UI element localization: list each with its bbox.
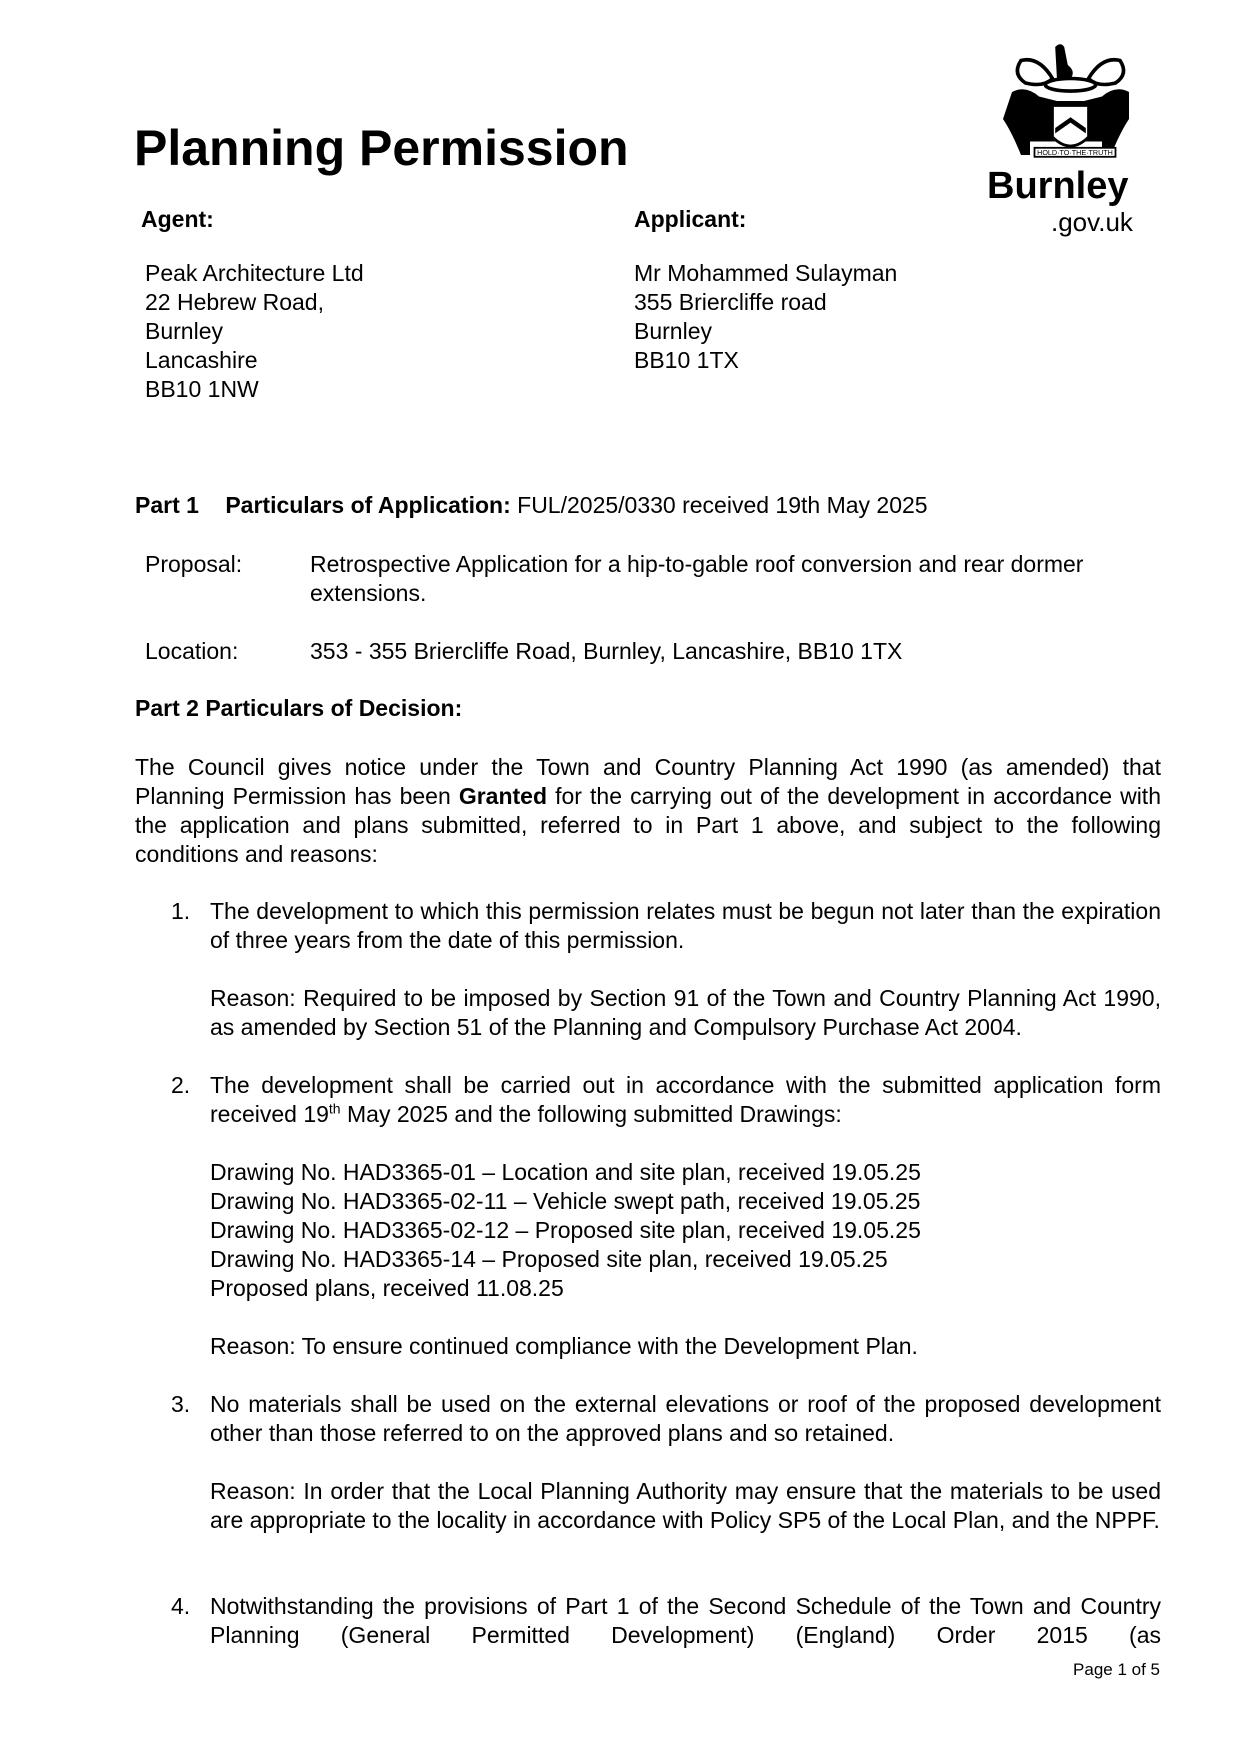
condition-number: 4. xyxy=(171,1593,191,1619)
page-title: Planning Permission xyxy=(134,120,629,176)
applicant-line: 355 Briercliffe road xyxy=(634,289,827,315)
agent-line: Lancashire xyxy=(145,347,258,373)
condition-reason: Reason: To ensure continued compliance with the Development Plan. xyxy=(210,1333,918,1359)
intro-text: The Council gives notice under the Town and Country Planning Act 1990 (as amended) that Planning Permission has been xyxy=(135,754,1161,809)
part1-number: Part 1 xyxy=(135,492,199,518)
applicant-line: BB10 1TX xyxy=(634,347,739,373)
condition-3 xyxy=(171,1390,1161,1564)
logo-motto: HOLD·TO·THE·TRUTH xyxy=(1037,148,1113,157)
drawing-item: Drawing No. HAD3365-01 – Location and site plan, received 19.05.25 xyxy=(210,1159,921,1185)
logo-name: Burnley xyxy=(987,165,1129,207)
condition-4 xyxy=(171,1592,1161,1650)
drawing-item: Drawing No. HAD3365-02-11 – Vehicle swept path, received 19.05.25 xyxy=(210,1188,921,1214)
location-text: 353 - 355 Briercliffe Road, Burnley, Lancashire, BB10 1TX xyxy=(310,638,903,664)
condition-2 xyxy=(171,1071,1161,1390)
condition-1 xyxy=(171,897,1161,1071)
agent-line: Peak Architecture Ltd xyxy=(145,260,364,286)
agent-line: 22 Hebrew Road, xyxy=(145,289,324,315)
condition-text xyxy=(210,1071,1161,1129)
applicant-address xyxy=(634,259,897,375)
condition-number: 2. xyxy=(171,1072,191,1098)
intro-text: for the carrying out of the development in accordance with the application and plans submitted, referred to in Part 1 above, and subject to the following conditions and reasons: xyxy=(135,783,1161,867)
coat-of-arms-icon xyxy=(985,38,1165,164)
applicant-line: Mr Mohammed Sulayman xyxy=(634,260,898,286)
condition-reason: Reason: Required to be imposed by Section 91 of the Town and Country Planning Act 1990, as amended by Section 51 of the Planning and Compulsory Purchase Act 2004. xyxy=(210,985,1161,1040)
proposal-text: Retrospective Application for a hip-to-gable roof conversion and rear dormer extensions. xyxy=(310,551,1084,606)
condition-text: Notwithstanding the provisions of Part 1 of the Second Schedule of the Town and Country Planning (General Permitted Development) (England) Order 2015 (as xyxy=(210,1593,1161,1648)
part2-heading: Part 2 Particulars of Decision: xyxy=(135,695,463,721)
proposal-label: Proposal: xyxy=(145,551,243,577)
drawing-item: Drawing No. HAD3365-02-12 – Proposed site plan, received 19.05.25 xyxy=(210,1217,921,1243)
logo-domain: .gov.uk xyxy=(1051,207,1133,237)
drawing-item: Drawing No. HAD3365-14 – Proposed site plan, received 19.05.25 xyxy=(210,1246,888,1272)
condition-reason: Reason: In order that the Local Planning Authority may ensure that the materials to be used are appropriate to the locality in accordance with Policy SP5 of the Local Plan, and the NPPF. xyxy=(210,1478,1161,1533)
condition-text: The development to which this permission relates must be begun not later than the expiration of three years from the date of this permission. xyxy=(210,898,1161,953)
condition-number: 1. xyxy=(171,898,191,924)
condition-text-part: The development shall be carried out in accordance with the submitted application form received 19 xyxy=(210,1072,1161,1127)
agent-line: BB10 1NW xyxy=(145,376,259,402)
drawing-item: Proposed plans, received 11.08.25 xyxy=(210,1275,564,1301)
decision-status: Granted xyxy=(458,783,548,809)
applicant-line: Burnley xyxy=(634,318,712,344)
decision-intro xyxy=(135,753,1161,869)
ordinal-suffix: th xyxy=(328,1100,341,1117)
condition-number: 3. xyxy=(171,1391,191,1417)
agent-address xyxy=(145,259,364,404)
agent-label: Agent: xyxy=(141,206,214,232)
applicant-label: Applicant: xyxy=(634,206,747,232)
condition-text-part: May 2025 and the following submitted Drawings: xyxy=(340,1101,842,1127)
burnley-council-logo xyxy=(975,38,1175,238)
agent-line: Burnley xyxy=(145,318,223,344)
page-number: Page 1 of 5 xyxy=(1073,1660,1160,1679)
condition-text: No materials shall be used on the external elevations or roof of the proposed development other than those referred to on the approved plans and so retained. xyxy=(210,1391,1161,1446)
location-label: Location: xyxy=(145,638,239,664)
part1-heading xyxy=(135,491,928,520)
drawing-list xyxy=(210,1158,1161,1303)
part1-title: Particulars of Application: xyxy=(225,492,511,518)
application-reference: FUL/2025/0330 received 19th May 2025 xyxy=(517,492,928,518)
